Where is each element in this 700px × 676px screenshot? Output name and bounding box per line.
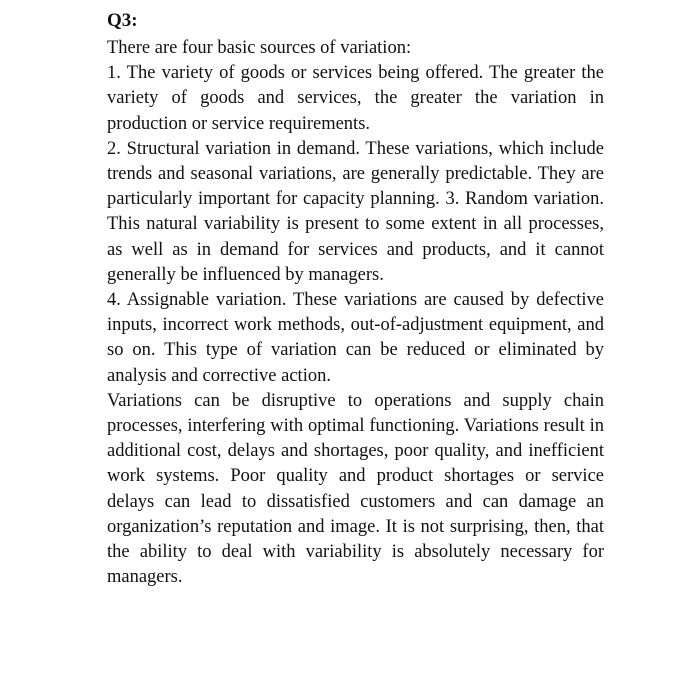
intro-line: There are four basic sources of variation: xyxy=(107,38,412,58)
source-items-2-3: 2. Structural variation in demand. These variations, which include trends and seasonal variations, are generally predictable. They are particularly important for capacity planning. 3. Random variation. This natural variability is present to some extent in all processes, as well as in demand for services and products, and it cannot generally be influenced by managers. xyxy=(107,138,604,285)
answer-text-block xyxy=(107,6,604,590)
question-heading: Q3: xyxy=(107,10,138,31)
conclusion-paragraph: Variations can be disruptive to operations and supply chain processes, interfering with optimal functioning. Variations result in additional cost, delays and shortages, poor quality, and inefficient work systems. Poor quality and product shortages or service delays can lead to dissatisfied customers and can damage an organization’s reputation and image. It is not surprising, then, that the ability to deal with variability is absolutely necessary for managers. xyxy=(107,390,604,588)
source-item-1: 1. The variety of goods or services being offered. The greater the variety of goods and services, the greater the variation in production or service requirements. xyxy=(107,63,604,134)
source-item-4: 4. Assignable variation. These variations are caused by defective inputs, incorrect work methods, out-of-adjustment equipment, and so on. This type of variation can be reduced or eliminated by analysis and corrective action. xyxy=(107,290,604,386)
